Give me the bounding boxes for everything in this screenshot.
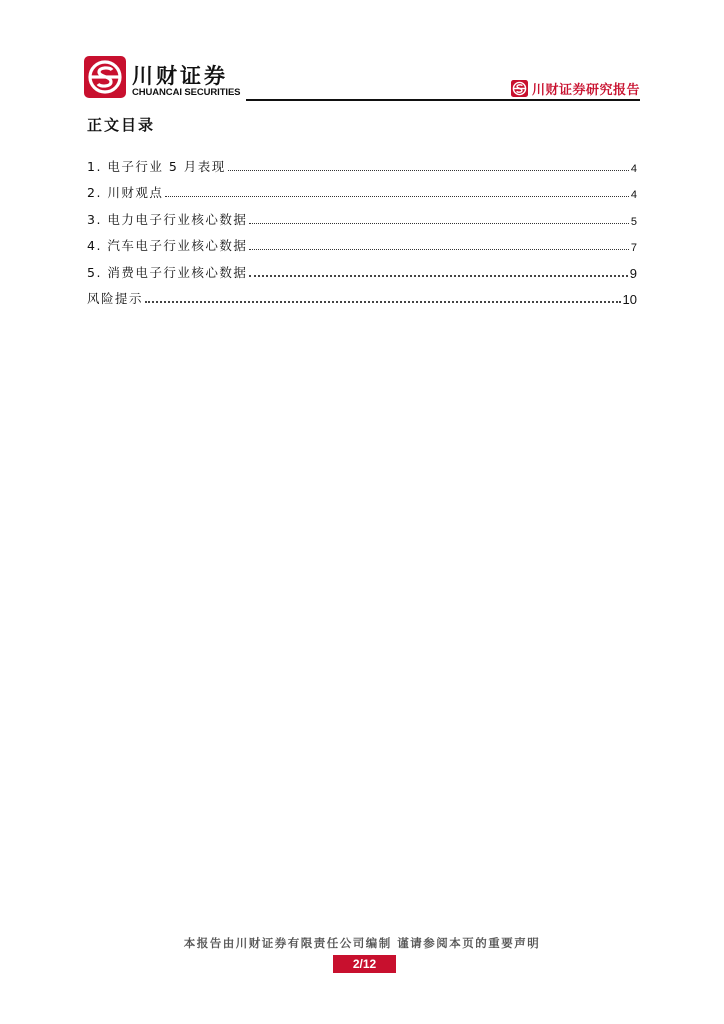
toc-entry-2[interactable] (87, 175, 637, 202)
toc-entry-label: 风险提示 (87, 291, 144, 306)
toc-entry-label: 5. 消费电子行业核心数据 (87, 264, 248, 280)
logo-english-name: CHUANCAI SECURITIES (132, 87, 241, 98)
logo-chinese-name: 川财证券 (132, 64, 228, 88)
toc-entry-page: 7 (630, 242, 637, 254)
toc-entry-label: 4. 汽车电子行业核心数据 (87, 238, 248, 253)
report-series-label: 川财证券研究报告 (531, 82, 640, 98)
toc-entry-3[interactable] (87, 201, 637, 228)
company-logo (84, 56, 244, 100)
header-divider (246, 99, 640, 101)
toc-entry-page: 4 (630, 189, 637, 201)
toc-leader-dots (145, 301, 621, 303)
toc-leader-dots (249, 249, 628, 250)
chuancai-logo-icon (84, 56, 126, 98)
toc-entry-page: 10 (622, 292, 637, 307)
report-header-title (511, 78, 640, 98)
chuancai-small-logo-icon (511, 80, 528, 97)
page-number-badge: 2/12 (333, 955, 396, 973)
toc-entry-label: 3. 电力电子行业核心数据 (87, 211, 248, 227)
toc-entry-5[interactable] (87, 254, 637, 281)
toc-leader-dots (249, 223, 628, 224)
table-of-contents (87, 148, 637, 307)
toc-entry-1[interactable] (87, 148, 637, 175)
toc-leader-dots (249, 275, 627, 277)
toc-leader-dots (165, 196, 628, 197)
toc-entry-page: 5 (630, 215, 637, 228)
footer-disclaimer: 本报告由川财证券有限责任公司编制 谨请参阅本页的重要声明 (183, 936, 541, 950)
toc-entry-page: 9 (629, 265, 637, 281)
toc-title: 正文目录 (87, 116, 156, 134)
toc-leader-dots (228, 170, 629, 171)
toc-entry-label: 1. 电子行业 5 月表现 (87, 158, 226, 174)
toc-entry-page: 4 (630, 162, 637, 175)
toc-entry-4[interactable] (87, 228, 637, 255)
toc-entry-6[interactable] (87, 281, 637, 308)
toc-entry-label: 2. 川财观点 (87, 185, 164, 200)
